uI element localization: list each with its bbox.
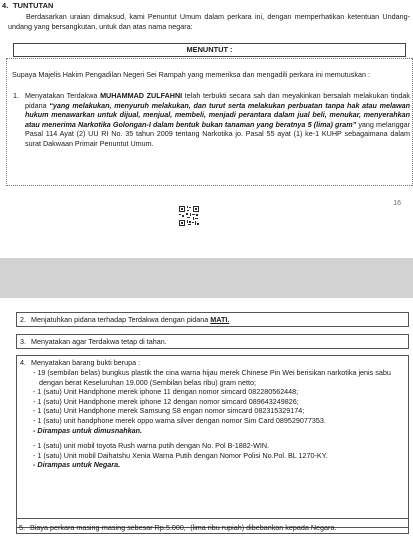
evidence-item: - 1 (satu) unit mobil toyota Rush warna putih dengan No. Pol B-1882-WIN. [33, 441, 270, 451]
demand-item-5-text [19, 523, 409, 533]
page-1 [0, 0, 413, 258]
evidence-item: - 1 (satu) Unit Handphone merek iphone 12 dengan nomor simcard 089643249826; [33, 396, 299, 406]
item-number: 5. [19, 523, 25, 532]
item-number: 2. [20, 315, 26, 324]
evidence-item: - 1 (satu) unit handphone merek oppo warna silver dengan nomor Sim Card 089529077353. [33, 415, 326, 425]
section-heading [2, 1, 53, 11]
item-text: Menyatakan agar Terdakwa tetap di tahan. [31, 337, 167, 346]
item-text: Menyatakan barang bukti berupa : [31, 358, 141, 367]
item-text: Menyatakan Terdakwa MUHAMMAD ZULFAHNI telah terbukti secara sah dan meyakinkan bersalah melakukan tindak pidana “yang melakukan, menyuruh melakukan, dan turut serta melakukan perbuatan tanpa hak atau melawan hukum menawarkan untuk dijual, menjual, membeli, menjadi perantara dalam jual beli, menukar, menyerahkan atau menerima Narkotika Golongan-I dalam bentuk bukan tanaman yang beratnya 5 (lima) gram” yang melanggar Pasal 114 Ayat (2) UU RI No. 35 tahun 2009 tentang Narkotika jo. Pasal 55 ayat (1) ke-1 KUHP sebagaimana dalam surat Dakwaan Primair Penuntut Umum. [25, 91, 411, 148]
intro-paragraph: Berdasarkan uraian dimaksud, kami Penuntut Umum dalam perkara ini, dengan memperhatikan ketentuan Undang-undang yang bersangkutan, untuk dan atas nama negara: [8, 12, 410, 31]
section-title: TUNTUTAN [13, 1, 54, 10]
demand-item-4 [16, 355, 409, 528]
evidence-item: - 19 (sembilan belas) bungkus plastik the cina warna hijau merek Chinese Pin Wei berisikan narkotika jenis sabu dengan berat Keseluruhan 19.000 (Sembilan belas ribu) gram netto; [33, 368, 391, 387]
item-text: Menjatuhkan pidana terhadap Terdakwa dengan pidana MATI. [31, 315, 230, 324]
penalty-text: MATI. [210, 315, 230, 324]
section-number: 4. [2, 1, 9, 10]
evidence-list [33, 368, 405, 470]
charge-text: “yang melakukan, menyuruh melakukan, dan turut serta melakukan perbuatan tanpa hak atau melawan hukum menawarkan untuk dijual, menjual, membeli, menjadi perantara dalam jual beli, menukar, menyerahkan atau menerima Narkotika Golongan-I dalam bentuk bukan tanaman yang beratnya 5 (lima) gram” [25, 100, 410, 129]
dirampas-dimusnahkan: - Dirampas untuk dimusnahkan. [33, 425, 143, 435]
page-gap [0, 258, 413, 298]
item-number: 4. [20, 358, 26, 367]
demand-item-2 [16, 312, 409, 327]
item-text: Biaya perkara masing-masing sebesar Rp.5.000,- (lima ribu rupiah) dibebankan kepada Negara. [30, 523, 337, 532]
evidence-item: - 1 (satu) Unit Handphone merek Samsung S8 engan nomor simcard 082315329174; [33, 406, 305, 416]
page-number: 16 [393, 200, 401, 207]
qr-code-icon [178, 205, 200, 227]
supaya-paragraph: Supaya Majelis Hakim Pengadilan Negeri Sei Rampah yang memeriksa dan mengadili perkara ini memutuskan : [12, 70, 370, 79]
demand-item-1 [13, 91, 410, 149]
item-number: 1. [13, 91, 19, 100]
demand-item-3 [16, 334, 409, 349]
item-number: 3. [20, 337, 26, 346]
menuntut-header: MENUNTUT : [13, 43, 406, 57]
evidence-item: - 1 (satu) Unit mobil Daihatshu Xenia Warna Putih dengan Nomor Polisi No.Pol. BL 1270-KY. [33, 450, 328, 460]
evidence-item: - 1 (satu) Unit Handphone merek iphone 11 dengan nomor simcard 082280562448; [33, 387, 299, 397]
dirampas-negara: - Dirampas untuk Negara. [33, 460, 121, 470]
defendant-name: MUHAMMAD ZULFAHNI [100, 91, 183, 100]
